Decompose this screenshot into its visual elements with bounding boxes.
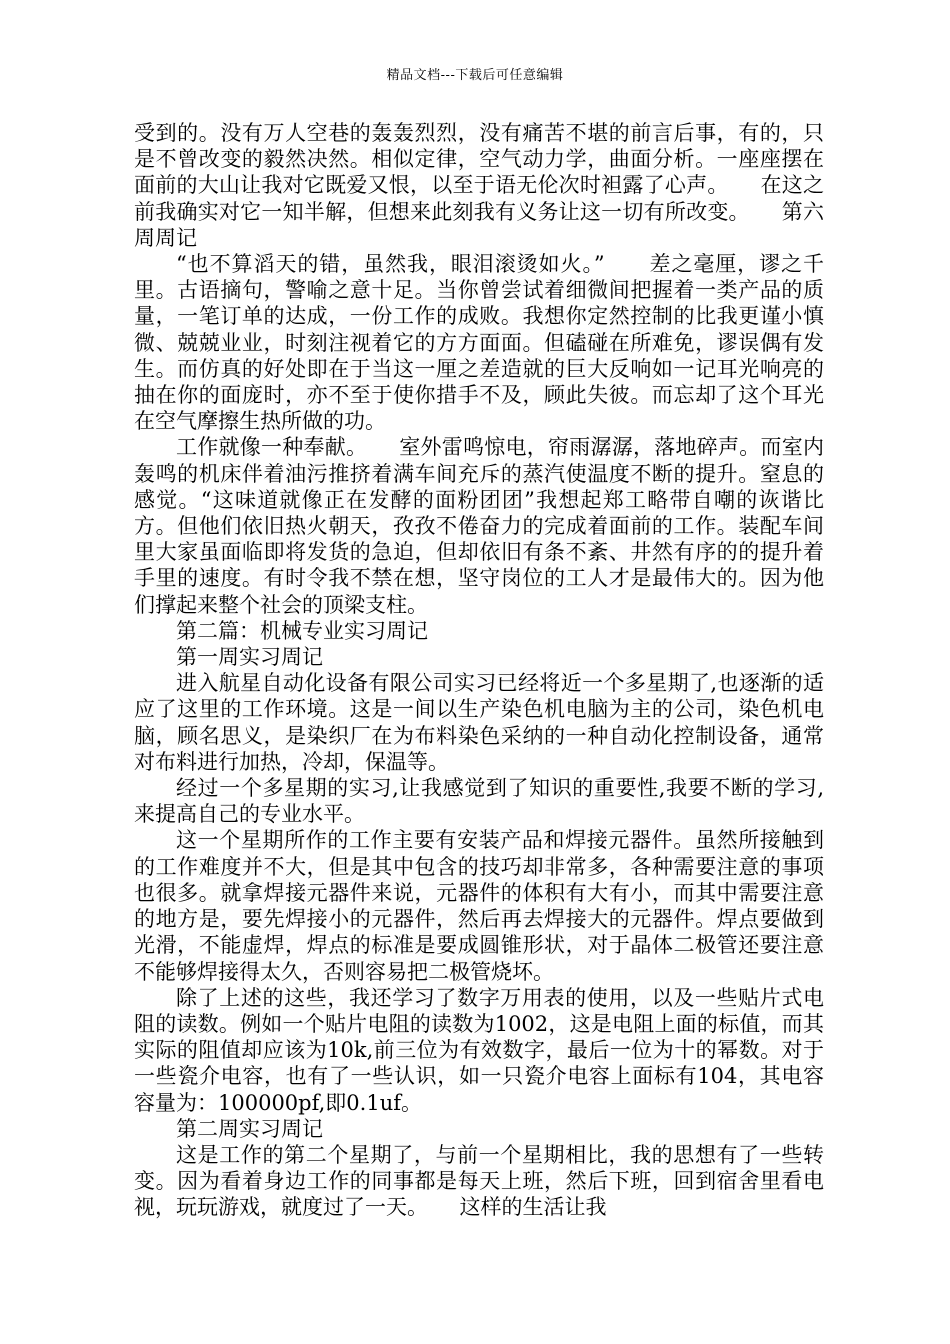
paragraph: 经过一个多星期的实习,让我感觉到了知识的重要性,我要不断的学习,来提高自己的专业水平。	[134, 776, 824, 827]
paragraph: 除了上述的这些，我还学习了数字万用表的使用，以及一些贴片式电阻的读数。例如一个贴片电阻的读数为1002，这是电阻上面的标值，而其实际的阻值却应该为10k,前三位为有效数字，最后一位为十的幂数。对于一些瓷介电容，也有了一些认识，如一只瓷介电容上面标有104，其电容容量为：100000pf,即0.1uf。	[134, 985, 824, 1115]
paragraph: “也不算滔天的错，虽然我，眼泪滚烫如火。” 差之毫厘，谬之千里。古语摘句，警喻之意十足。当你曾尝试着细微间把握着一类产品的质量，一笔订单的达成，一份工作的成败。我想你定然控制的比我更谨小慎微、兢兢业业，时刻注视着它的方方面面。但磕碰在所难免，谬误偶有发生。而仿真的好处即在于当这一厘之差造就的巨大反响如一记耳光响亮的抽在你的面庞时，亦不至于使你措手不及，顾此失彼。而忘却了这个耳光在空气摩擦生热所做的功。	[134, 252, 824, 434]
section-title: 第二篇：机械专业实习周记	[176, 618, 428, 643]
subsection-title: 第一周实习周记	[176, 645, 323, 670]
page-header: 精品文档---下载后可任意编辑	[386, 68, 564, 83]
paragraph: 工作就像一种奉献。 室外雷鸣惊电，帘雨潺潺，落地碎声。而室内轰鸣的机床伴着油污推挤着满车间充斥的蒸汽使温度不断的提升。窒息的感觉。“这味道就像正在发酵的面粉团团”我想起郑工略带自嘲的诙谐比方。但他们依旧热火朝天，孜孜不倦奋力的完成着面前的工作。装配车间里大家虽面临即将发货的急迫，但却依旧有条不紊、井然有序的的提升着手里的速度。有时令我不禁在想，坚守岗位的工人才是最伟大的。因为他们撑起来整个社会的顶梁支柱。	[134, 435, 824, 617]
paragraph: 这一个星期所作的工作主要有安装产品和焊接元器件。虽然所接触到的工作难度并不大，但是其中包含的技巧却非常多，各种需要注意的事项也很多。就拿焊接元器件来说，元器件的体积有大有小，而其中需要注意的地方是，要先焊接小的元器件，然后再去焊接大的元器件。焊点要做到光滑，不能虚焊，焊点的标准是要成圆锥形状，对于晶体二极管还要注意不能够焊接得太久，否则容易把二极管烧坏。	[134, 828, 824, 984]
paragraph: 受到的。没有万人空巷的轰轰烈烈，没有痛苦不堪的前言后事，有的，只是不曾改变的毅然决然。相似定律，空气动力学，曲面分析。一座座摆在面前的大山让我对它既爱又恨，以至于语无伦次时袒露了心声。 在这之前我确实对它一知半解，但想来此刻我有义务让这一切有所改变。 第六周周记	[134, 121, 824, 250]
document-body	[134, 120, 824, 1221]
subsection-title: 第二周实习周记	[176, 1116, 323, 1141]
paragraph: 进入航星自动化设备有限公司实习已经将近一个多星期了,也逐渐的适应了这里的工作环境。这是一间以生产染色机电脑为主的公司，染色机电脑，顾名思义，是染织厂在为布料染色采纳的一种自动化控制设备，通常对布料进行加热，冷却，保温等。	[134, 671, 824, 774]
paragraph: 这是工作的第二个星期了，与前一个星期相比，我的思想有了一些转变。因为看着身边工作的同事都是每天上班，然后下班，回到宿舍里看电视，玩玩游戏，就度过了一天。 这样的生活让我	[134, 1142, 824, 1220]
